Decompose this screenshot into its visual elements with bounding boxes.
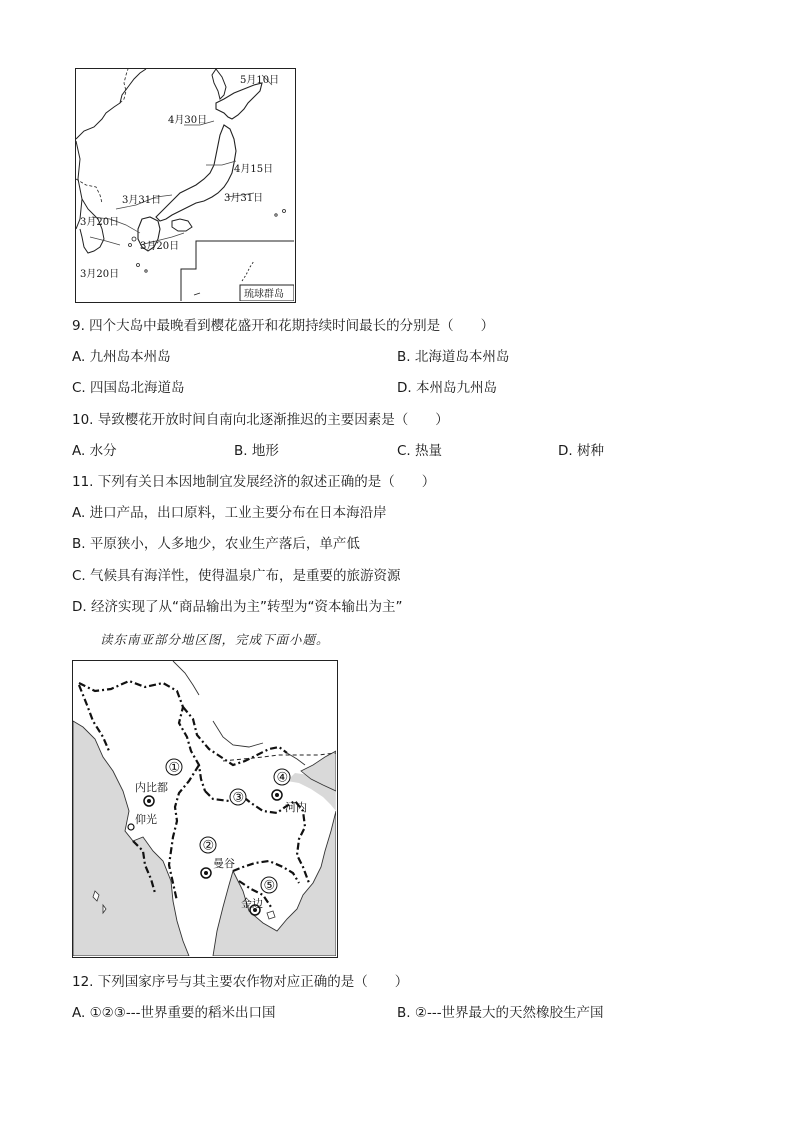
date-mar20-a: 3月20日 xyxy=(80,217,120,228)
q11-option-a[interactable]: A. 进口产品，出口原料，工业主要分布在日本海沿岸 xyxy=(72,505,387,521)
japan-map xyxy=(75,68,296,303)
date-mar20-c: 3月20日 xyxy=(80,269,120,280)
q10-stem: 10. 导致樱花开放时间自南向北逐渐推迟的主要因素是（ ） xyxy=(72,412,449,428)
city-phnompenh: 金边 xyxy=(241,897,263,910)
country-2-label: ② xyxy=(202,838,215,854)
capital-bangkok-icon xyxy=(201,868,211,878)
q11-option-c[interactable]: C. 气候具有海洋性，使得温泉广布，是重要的旅游资源 xyxy=(72,568,401,584)
city-yangon: 仰光 xyxy=(135,813,157,826)
city-yangon-icon xyxy=(128,824,134,830)
q9-option-b[interactable]: B. 北海道岛本州岛 xyxy=(397,349,510,365)
asia-coast xyxy=(76,69,146,139)
inset-label: 琉球群岛 xyxy=(244,289,284,300)
q9-option-a[interactable]: A. 九州岛本州岛 xyxy=(72,349,171,365)
honshu xyxy=(156,125,236,221)
andaman-sea xyxy=(73,721,189,956)
country-4-label: ④ xyxy=(276,770,289,786)
capital-naypyidaw-icon xyxy=(144,796,154,806)
sea-map-drawing xyxy=(73,661,336,956)
q12-stem: 12. 下列国家序号与其主要农作物对应正确的是（ ） xyxy=(72,974,409,990)
date-mar31-east: 3月31日 xyxy=(224,193,264,204)
date-mar20-b: 3月20日 xyxy=(140,241,180,252)
q10-option-c[interactable]: C. 热量 xyxy=(397,443,443,459)
q10-option-a[interactable]: A. 水分 xyxy=(72,443,117,459)
q12-option-a[interactable]: A. ①②③---世界重要的稻米出口国 xyxy=(72,1005,276,1021)
japan-map-drawing xyxy=(76,69,294,301)
q10-option-d[interactable]: D. 树种 xyxy=(558,443,604,459)
q9-stem: 9. 四个大岛中最晚看到樱花盛开和花期持续时间最长的分别是（ ） xyxy=(72,318,495,334)
country-3-label: ③ xyxy=(232,790,245,806)
city-hanoi: 河内 xyxy=(285,801,307,814)
hokkaido xyxy=(216,83,262,119)
q11-option-d[interactable]: D. 经济实现了从“商品输出为主”转型为“资本输出为主” xyxy=(72,599,403,615)
southeast-asia-map xyxy=(72,660,338,958)
city-naypyidaw: 内比都 xyxy=(135,781,168,794)
q11-stem: 11. 下列有关日本因地制宜发展经济的叙述正确的是（ ） xyxy=(72,474,436,490)
sea-map-intro: 读东南亚部分地区图，完成下面小题。 xyxy=(100,632,330,647)
q10-option-b[interactable]: B. 地形 xyxy=(234,443,279,459)
q9-option-d[interactable]: D. 本州岛九州岛 xyxy=(397,380,497,396)
q9-option-c[interactable]: C. 四国岛北海道岛 xyxy=(72,380,185,396)
country-5-label: ⑤ xyxy=(263,878,276,894)
q11-option-b[interactable]: B. 平原狭小，人多地少，农业生产落后，单产低 xyxy=(72,536,360,552)
date-apr30: 4月30日 xyxy=(168,115,208,126)
date-may10: 5月10日 xyxy=(240,75,280,86)
q12-option-b[interactable]: B. ②---世界最大的天然橡胶生产国 xyxy=(397,1005,604,1021)
city-bangkok: 曼谷 xyxy=(213,857,235,870)
country-1-label: ① xyxy=(168,760,181,776)
capital-hanoi-icon xyxy=(272,790,282,800)
date-mar31-west: 3月31日 xyxy=(122,195,162,206)
date-apr15: 4月15日 xyxy=(234,164,274,175)
